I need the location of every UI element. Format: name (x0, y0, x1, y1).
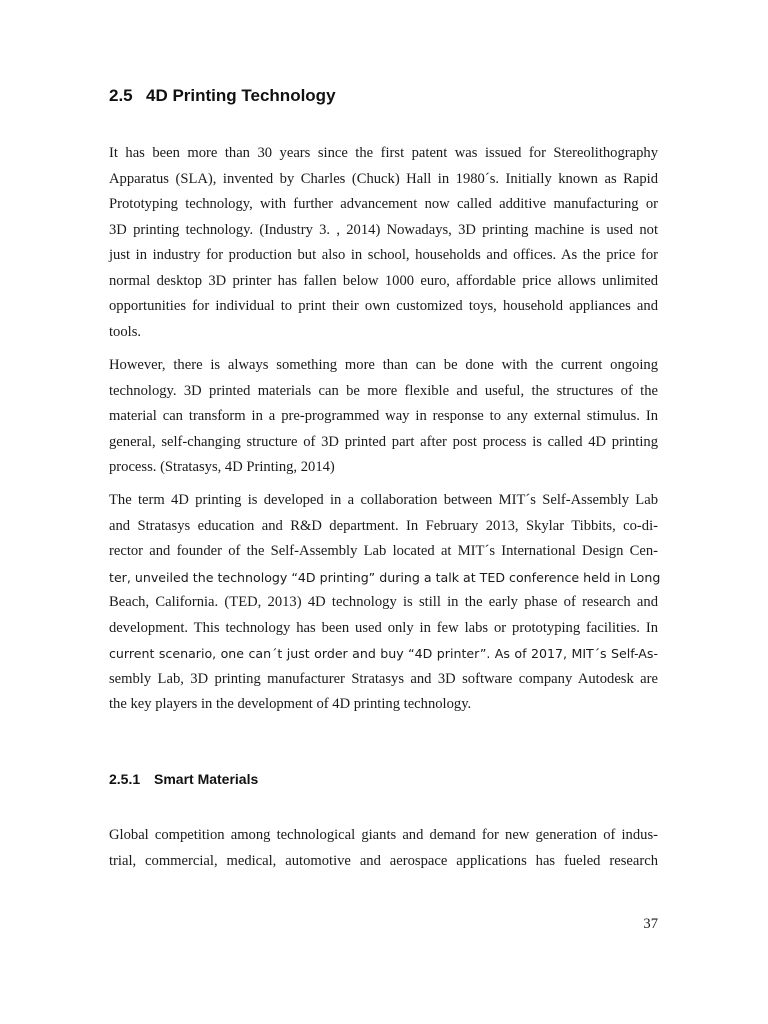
paragraph-line: 3D printing technology. (Industry 3. , 2014) Nowadays, 3D printing machine is used not (109, 221, 658, 238)
paragraph-line: However, there is always something more than can be done with the current ongoing (109, 357, 658, 373)
paragraph-line: Apparatus (SLA), invented by Charles (Chuck) Hall in 1980´s. Initially known as Rapid (109, 170, 658, 187)
paragraph-line: Global competition among technological giants and demand for new generation of indus- (109, 827, 658, 843)
paragraph-line: material can transform in a pre-programmed way in response to any external stimulus. In (109, 408, 658, 424)
paragraph-line: process. (Stratasys, 4D Printing, 2014) (109, 459, 335, 475)
paragraph-line: opportunities for individual to print their own customized toys, household appliances and (109, 298, 658, 314)
paragraph-line: Beach, California. (TED, 2013) 4D technology is still in the early phase of research and (109, 594, 658, 610)
paragraph-line: It has been more than 30 years since the first patent was issued for Stereolithography (109, 145, 658, 161)
paragraph-line: current scenario, one can´t just order and buy “4D printer”. As of 2017, MIT´s Self-As- (109, 646, 658, 661)
section-number: 2.5 (109, 86, 133, 105)
section-title: 4D Printing Technology (146, 86, 336, 105)
section-heading (109, 86, 336, 106)
paragraph-line: and Stratasys education and R&D department. In February 2013, Skylar Tibbits, co-di- (109, 517, 658, 534)
paragraph-line: sembly Lab, 3D printing manufacturer Stratasys and 3D software company Autodesk are (109, 670, 658, 687)
subsection-heading (109, 771, 258, 787)
paragraph-line: ter, unveiled the technology “4D printing” during a talk at TED conference held in Long (109, 569, 661, 585)
paragraph-line: The term 4D printing is developed in a collaboration between MIT´s Self-Assembly Lab (109, 492, 658, 508)
paragraph-line: development. This technology has been used only in few labs or prototyping facilities. In (109, 619, 658, 636)
paragraph-smart-materials (109, 823, 658, 874)
subsection-title: Smart Materials (154, 771, 259, 787)
paragraph-4d-concept (109, 353, 658, 481)
paragraph-line: Prototyping technology, with further advancement now called additive manufacturing or (109, 196, 658, 212)
paragraph-line: normal desktop 3D printer has fallen below 1000 euro, affordable price allows unlimited (109, 272, 658, 289)
paragraph-line: tools. (109, 323, 142, 340)
paragraph-line: rector and founder of the Self-Assembly Lab located at MIT´s International Design Cen- (109, 543, 658, 559)
paragraph-sla-history (109, 141, 658, 345)
paragraph-line: general, self-changing structure of 3D printed part after post process is called 4D printing (109, 433, 658, 450)
subsection-number: 2.5.1 (109, 771, 141, 787)
page-number: 37 (643, 916, 658, 932)
paragraph-4d-origin (109, 488, 661, 718)
paragraph-line: the key players in the development of 4D printing technology. (109, 696, 472, 712)
paragraph-line: technology. 3D printed materials can be more flexible and useful, the structures of the (109, 382, 658, 399)
paragraph-line: just in industry for production but also in school, households and offices. As the price for (109, 247, 658, 263)
paragraph-line: trial, commercial, medical, automotive and aerospace applications has fueled research (109, 852, 658, 869)
